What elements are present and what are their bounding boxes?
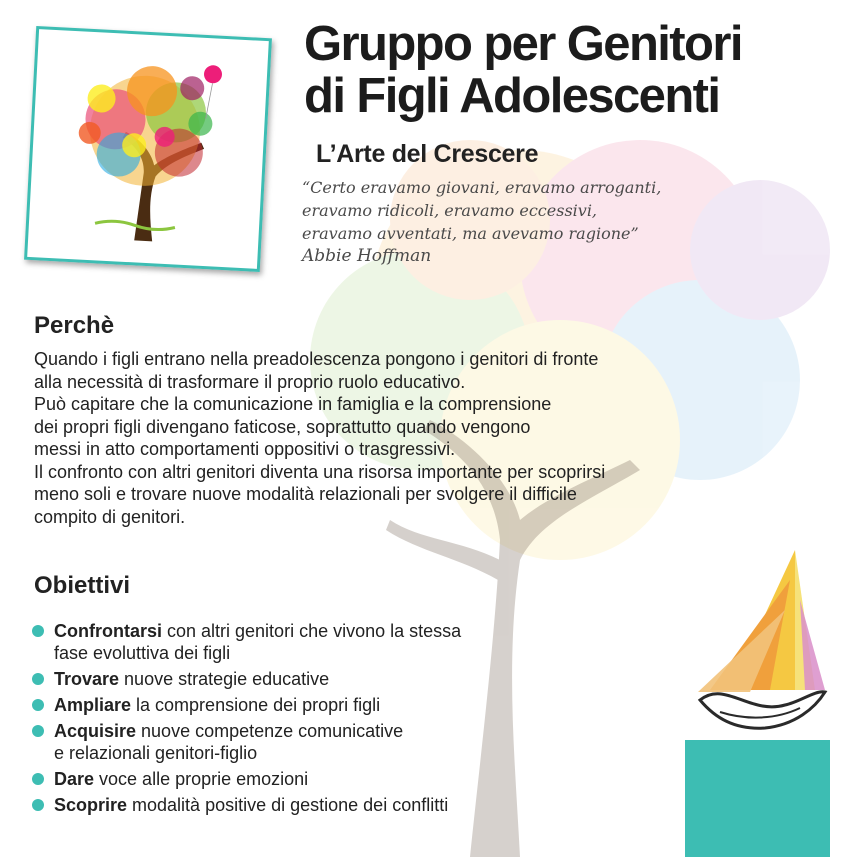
bullet-icon bbox=[32, 773, 44, 785]
page-title bbox=[304, 18, 742, 122]
item-keyword: Ampliare bbox=[54, 695, 132, 715]
perche-line: Il confronto con altri genitori diventa una risorsa importante per scoprirsi bbox=[34, 461, 606, 482]
quote-line-1: “Certo eravamo giovani, eravamo arroganti, bbox=[302, 178, 662, 197]
teal-accent-block bbox=[685, 740, 830, 857]
perche-line: alla necessità di trasformare il proprio ruolo educativo. bbox=[34, 371, 466, 392]
bullet-icon bbox=[32, 699, 44, 711]
item-keyword: Dare bbox=[54, 769, 95, 789]
perche-line: meno soli e trovare nuove modalità relazionali per svolgere il difficile bbox=[34, 484, 577, 504]
item-text: nuove strategie educative bbox=[119, 669, 330, 689]
list-item bbox=[30, 668, 461, 690]
perche-line: compito di genitori. bbox=[34, 506, 186, 527]
list-item bbox=[30, 694, 461, 716]
item-text: la comprensione dei propri figli bbox=[131, 695, 381, 715]
bullet-icon bbox=[32, 625, 44, 637]
item-text: voce alle proprie emozioni bbox=[94, 769, 309, 789]
quote-author: Abbie Hoffman bbox=[302, 246, 432, 266]
sailboat-logo bbox=[690, 540, 830, 740]
item-keyword: Trovare bbox=[54, 669, 120, 689]
list-item bbox=[30, 620, 461, 664]
tree-photo-frame bbox=[24, 26, 272, 272]
quote-block bbox=[302, 176, 772, 268]
bullet-icon bbox=[32, 673, 44, 685]
list-item bbox=[30, 794, 461, 816]
item-continuation: e relazionali genitori-figlio bbox=[54, 743, 258, 763]
obiettivi-heading: Obiettivi bbox=[34, 572, 131, 599]
bullet-icon bbox=[32, 725, 44, 737]
colorful-tree-image bbox=[33, 35, 262, 262]
perche-heading: Perchè bbox=[34, 312, 115, 339]
title-line-2: di Figli Adolescenti bbox=[304, 69, 720, 123]
perche-line: dei propri figli divengano faticose, soprattutto quando vengono bbox=[34, 416, 531, 437]
item-keyword: Acquisire bbox=[54, 721, 137, 741]
quote-line-3: eravamo avventati, ma avevamo ragione” bbox=[302, 224, 639, 243]
list-item bbox=[30, 768, 461, 790]
title-line-1: Gruppo per Genitori bbox=[304, 17, 742, 71]
perche-line: Quando i figli entrano nella preadolescenza pongono i genitori di fronte bbox=[34, 349, 599, 369]
perche-line: messi in atto comportamenti oppositivi o trasgressivi. bbox=[34, 439, 456, 459]
bullet-icon bbox=[32, 799, 44, 811]
quote-line-2: eravamo ridicoli, eravamo eccessivi, bbox=[302, 201, 598, 220]
item-text: modalità positive di gestione dei conflitti bbox=[127, 795, 449, 815]
obiettivi-list bbox=[30, 620, 461, 820]
item-keyword: Scoprire bbox=[54, 795, 128, 815]
perche-line: Può capitare che la comunicazione in famiglia e la comprensione bbox=[34, 394, 552, 414]
item-text: con altri genitori che vivono la stessa bbox=[162, 621, 462, 641]
perche-paragraph bbox=[34, 348, 794, 528]
item-text: nuove competenze comunicative bbox=[136, 721, 404, 741]
item-keyword: Confrontarsi bbox=[54, 621, 162, 641]
list-item bbox=[30, 720, 461, 764]
subtitle: L’Arte del Crescere bbox=[316, 140, 539, 168]
item-continuation: fase evoluttiva dei figli bbox=[54, 643, 231, 663]
